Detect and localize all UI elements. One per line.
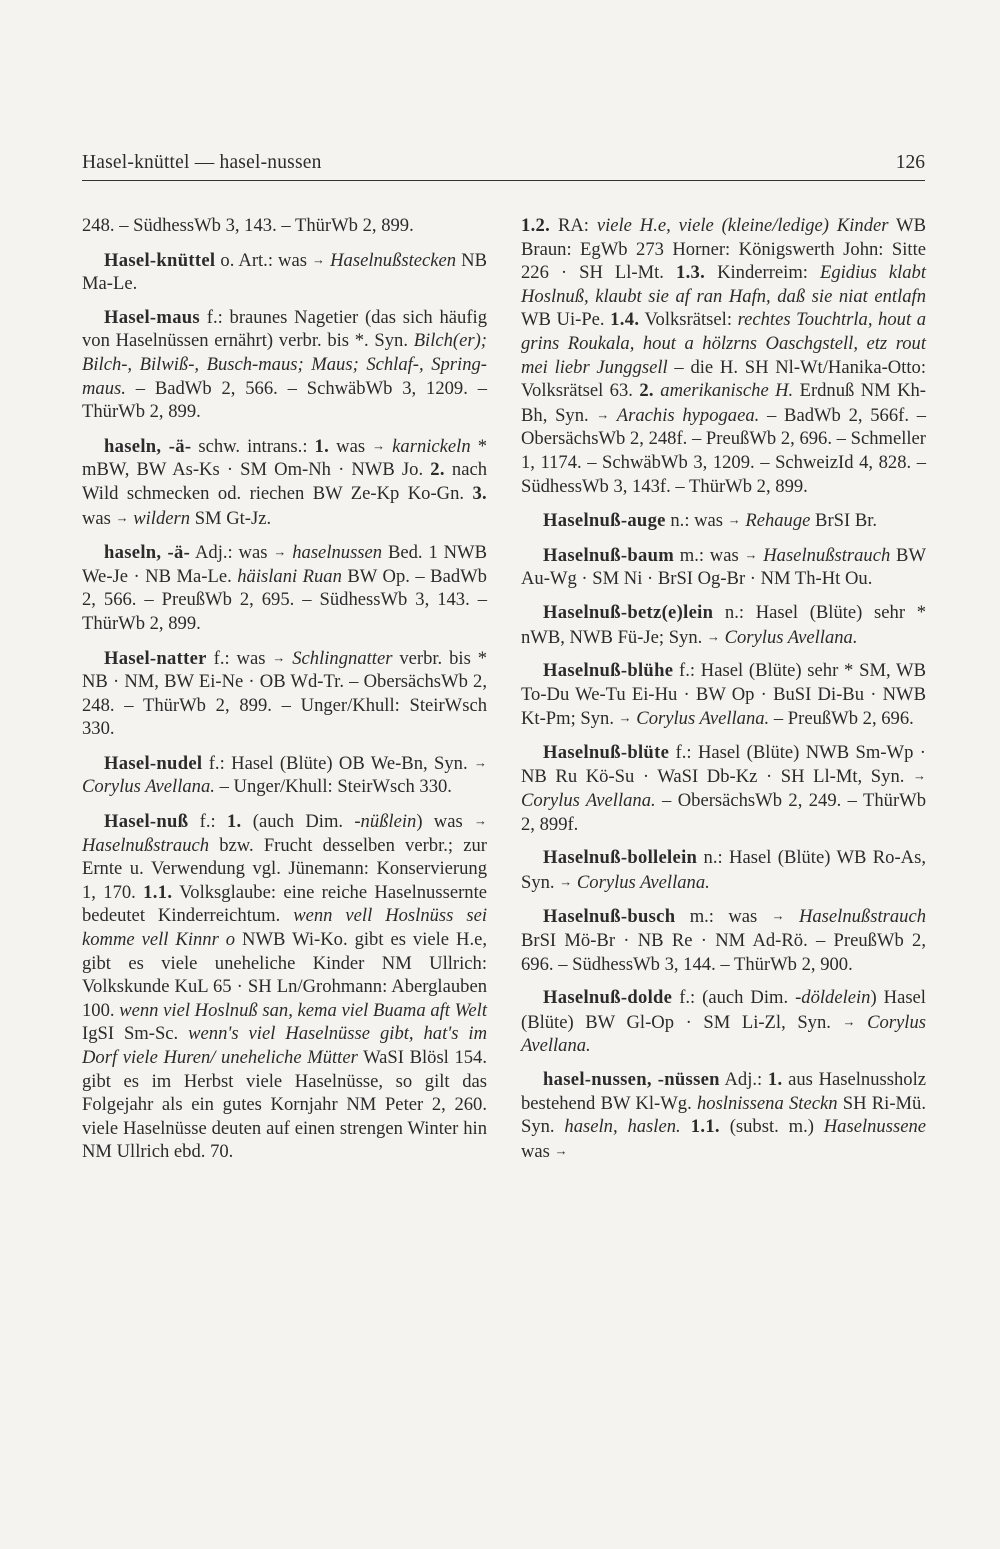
cross-ref-arrow-icon: → bbox=[474, 813, 487, 829]
cross-ref-arrow-icon: → bbox=[842, 1013, 856, 1029]
entry-hasel-nudel: Hasel-nudel f.: Hasel (Blüte) OB We-Bn, Syn. → Corylus Avellana. – Unger/Khull: SteirWsch 330. bbox=[82, 752, 487, 798]
cross-ref-arrow-icon: → bbox=[554, 1142, 568, 1158]
cross-ref-arrow-icon: → bbox=[771, 908, 785, 924]
entry-haselnuss-bluehe: Haselnuß-blühe f.: Hasel (Blüte) sehr * SM, WB To-Du We-Tu Ei-Hu · BW Op · BuSI Di-Bu · NWB Kt-Pm; Syn. → Corylus Avellana. – PreußWb 2, 696. bbox=[521, 660, 926, 730]
entry-haseln-adj: haseln, -ä- Adj.: was → haselnussen Bed. 1 NWB We-Je · NB Ma-Le. häislani Ruan BW Op. – BadWb 2, 566. – PreußWb 2, 695. – SüdhessWb 3, 143. – ThürWb 2, 899. bbox=[82, 542, 487, 634]
cross-ref-arrow-icon: → bbox=[115, 509, 129, 525]
headword: Hasel-knüttel bbox=[104, 249, 216, 271]
cross-ref-arrow-icon: → bbox=[372, 437, 386, 453]
page-number: 126 bbox=[895, 152, 925, 173]
cross-ref-arrow-icon: → bbox=[744, 546, 758, 562]
cross-ref-arrow-icon: → bbox=[706, 628, 720, 644]
running-title: Hasel-knüttel — hasel-nussen bbox=[82, 152, 322, 173]
entry-hasel-natter: Hasel-natter f.: was → Schlingnatter verbr. bis * NB · NM, BW Ei-Ne · OB Wd-Tr. – ObersächsWb 2, 248. – ThürWb 2, 899. – Unger/Khull: SteirWsch 330. bbox=[82, 647, 487, 740]
right-column bbox=[521, 214, 926, 1173]
entry-haselnuss-busch: Haselnuß-busch m.: was → Haselnußstrauch BrSI Mö-Br · NB Re · NM Ad-Rö. – PreußWb 2, 696. – SüdhessWb 3, 144. – ThürWb 2, 900. bbox=[521, 906, 926, 975]
cross-ref-arrow-icon: → bbox=[618, 710, 632, 726]
headword: Haselnuß-blühe bbox=[543, 660, 674, 682]
cross-ref-arrow-icon: → bbox=[596, 406, 610, 422]
headword: Haselnuß-baum bbox=[543, 544, 674, 566]
cross-ref-arrow-icon: → bbox=[727, 512, 741, 528]
left-column bbox=[82, 214, 487, 1174]
cross-ref-arrow-icon: → bbox=[559, 873, 573, 889]
entry-haseln-verb: haseln, -ä- schw. intrans.: 1. was → karnickeln * mBW, BW As-Ks · SM Om-Nh · NWB Jo. 2. nach Wild schmecken od. riechen BW Ze-Kp Ko-Gn. 3. was → wildern SM Gt-Jz. bbox=[82, 435, 487, 529]
headword: Haselnuß-busch bbox=[543, 906, 676, 928]
cross-ref-arrow-icon: → bbox=[273, 544, 287, 560]
entry-hasel-maus: Hasel-maus f.: braunes Nagetier (das sich häufig von Haselnüssen ernährt) verbr. bis *. Syn. Bilch(er); Bilch-, Bilwiß-, Busch-maus; Maus; Schlaf-, Spring-maus. – BadWb 2, 566. – SchwäbWb 3, 1209. – ThürWb 2, 899. bbox=[82, 306, 487, 423]
headword: haseln, -ä- bbox=[104, 542, 191, 564]
entry-hasel-nussen: hasel-nussen, -nüssen Adj.: 1. aus Haselnussholz bestehend BW Kl-Wg. hoslnissena Steckn SH Ri-Mü. Syn. haseln, haslen. 1.1. (subst. m.) Haselnussene was → bbox=[521, 1069, 926, 1162]
headword: Hasel-nudel bbox=[104, 752, 203, 774]
headword: Hasel-nuß bbox=[104, 811, 189, 833]
entry-haselnuss-betzelein: Haselnuß-betz(e)lein n.: Hasel (Blüte) sehr * nWB, NWB Fü-Je; Syn. → Corylus Avellana. bbox=[521, 601, 926, 648]
entry-haselnuss-baum: Haselnuß-baum m.: was → Haselnußstrauch BW Au-Wg · SM Ni · BrSI Og-Br · NM Th-Ht Ou. bbox=[521, 544, 926, 590]
headword: Hasel-maus bbox=[104, 306, 200, 328]
cross-ref-arrow-icon: → bbox=[312, 251, 326, 267]
entry-haselnuss-bluete: Haselnuß-blüte f.: Hasel (Blüte) NWB Sm-Wp · NB Ru Kö-Su · WaSI Db-Kz · SH Ll-Mt, Syn. → Corylus Avellana. – ObersächsWb 2, 249. – ThürWb 2, 899f. bbox=[521, 741, 926, 835]
entry-haselnuss-bollelein: Haselnuß-bollelein n.: Hasel (Blüte) WB Ro-As, Syn. → Corylus Avellana. bbox=[521, 847, 926, 893]
entry-hasel-knuettel: Hasel-knüttel o. Art.: was → Haselnußstecken NB Ma-Le. bbox=[82, 249, 487, 295]
cross-ref-arrow-icon: → bbox=[272, 649, 286, 665]
headword: hasel-nussen, -nüssen bbox=[543, 1069, 720, 1090]
cross-ref-arrow-icon: → bbox=[913, 768, 926, 784]
entry-haselnuss-dolde: Haselnuß-dolde f.: (auch Dim. -döldelein) Hasel (Blüte) BW Gl-Op · SM Li-Zl, Syn. → Corylus Avellana. bbox=[521, 987, 926, 1057]
headword: Haselnuß-dolde bbox=[543, 987, 673, 1009]
headword: Hasel-natter bbox=[104, 647, 207, 669]
continued-entry: 1.2. RA: viele H.e, viele (kleine/ledige) Kinder WB Braun: EgWb 273 Horner: Königswerth John: Sitte 226 · SH Ll-Mt. 1.3. Kinderreim: Egidius klabt Hoslnuß, klaubt sie af ran Hafn, daß sie niat entlafn WB Ui-Pe. 1.4. Volksrätsel: rechtes Touchtrla, hout a grins Roukala, hout a hölzrns Oaschgstell, etz rout mei liebr Junggsell – die H. SH Nl-Wt/Hanika-Otto: Volksrätsel 63. 2. amerikanische H. Erdnuß NM Kh-Bh, Syn. → Arachis hypogaea. – BadWb 2, 566f. – ObersächsWb 2, 248f. – PreußWb 2, 696. – Schmeller 1, 1174. – SchwäbWb 3, 1209. – SchweizId 4, 828. – SüdhessWb 3, 143f. – ThürWb 2, 899. bbox=[521, 215, 927, 497]
headword: Haselnuß-auge bbox=[543, 510, 666, 532]
headword: Haselnuß-betz(e)lein bbox=[543, 601, 714, 623]
cross-ref-arrow-icon: → bbox=[474, 754, 487, 770]
running-header bbox=[82, 150, 925, 181]
headword: Haselnuß-blüte bbox=[543, 741, 670, 763]
headword: Haselnuß-bollelein bbox=[543, 847, 698, 869]
headword: haseln, -ä- bbox=[104, 435, 192, 457]
continued-entry: 248. – SüdhessWb 3, 143. – ThürWb 2, 899. bbox=[82, 215, 414, 236]
entry-hasel-nuss: Hasel-nuß f.: 1. (auch Dim. -nüßlein) was → Haselnußstrauch bzw. Frucht desselben verbr.; zur Ernte u. Verwendung vgl. Jünemann: Konservierung 1, 170. 1.1. Volksglaube: eine reiche Haselnussernte bedeutet Kinderreichtum. wenn vell Hoslnüss sei komme vell Kinnr o NWB Wi-Ko. gibt es viele H.e, gibt es viele uneheliche Kinder NM Ullrich: Volkskunde KuL 65 · SH Ln/Grohmann: Aberglauben 100. wenn viel Hoslnuß san, kema viel Buama aft Welt IgSI Sm-Sc. wenn's viel Haselnüsse gibt, hat's im Dorf viele Huren/ uneheliche Mütter WaSI Blösl 154. gibt es im Herbst viele Haselnüsse, so gilt das Folgejahr als ein gutes Kornjahr NM Peter 2, 260. viele Haselnüsse deuten auf einen strengen Winter hin NM Ullrich ebd. 70. bbox=[82, 811, 488, 1163]
entry-haselnuss-auge: Haselnuß-auge n.: was → Rehauge BrSI Br. bbox=[543, 510, 878, 532]
